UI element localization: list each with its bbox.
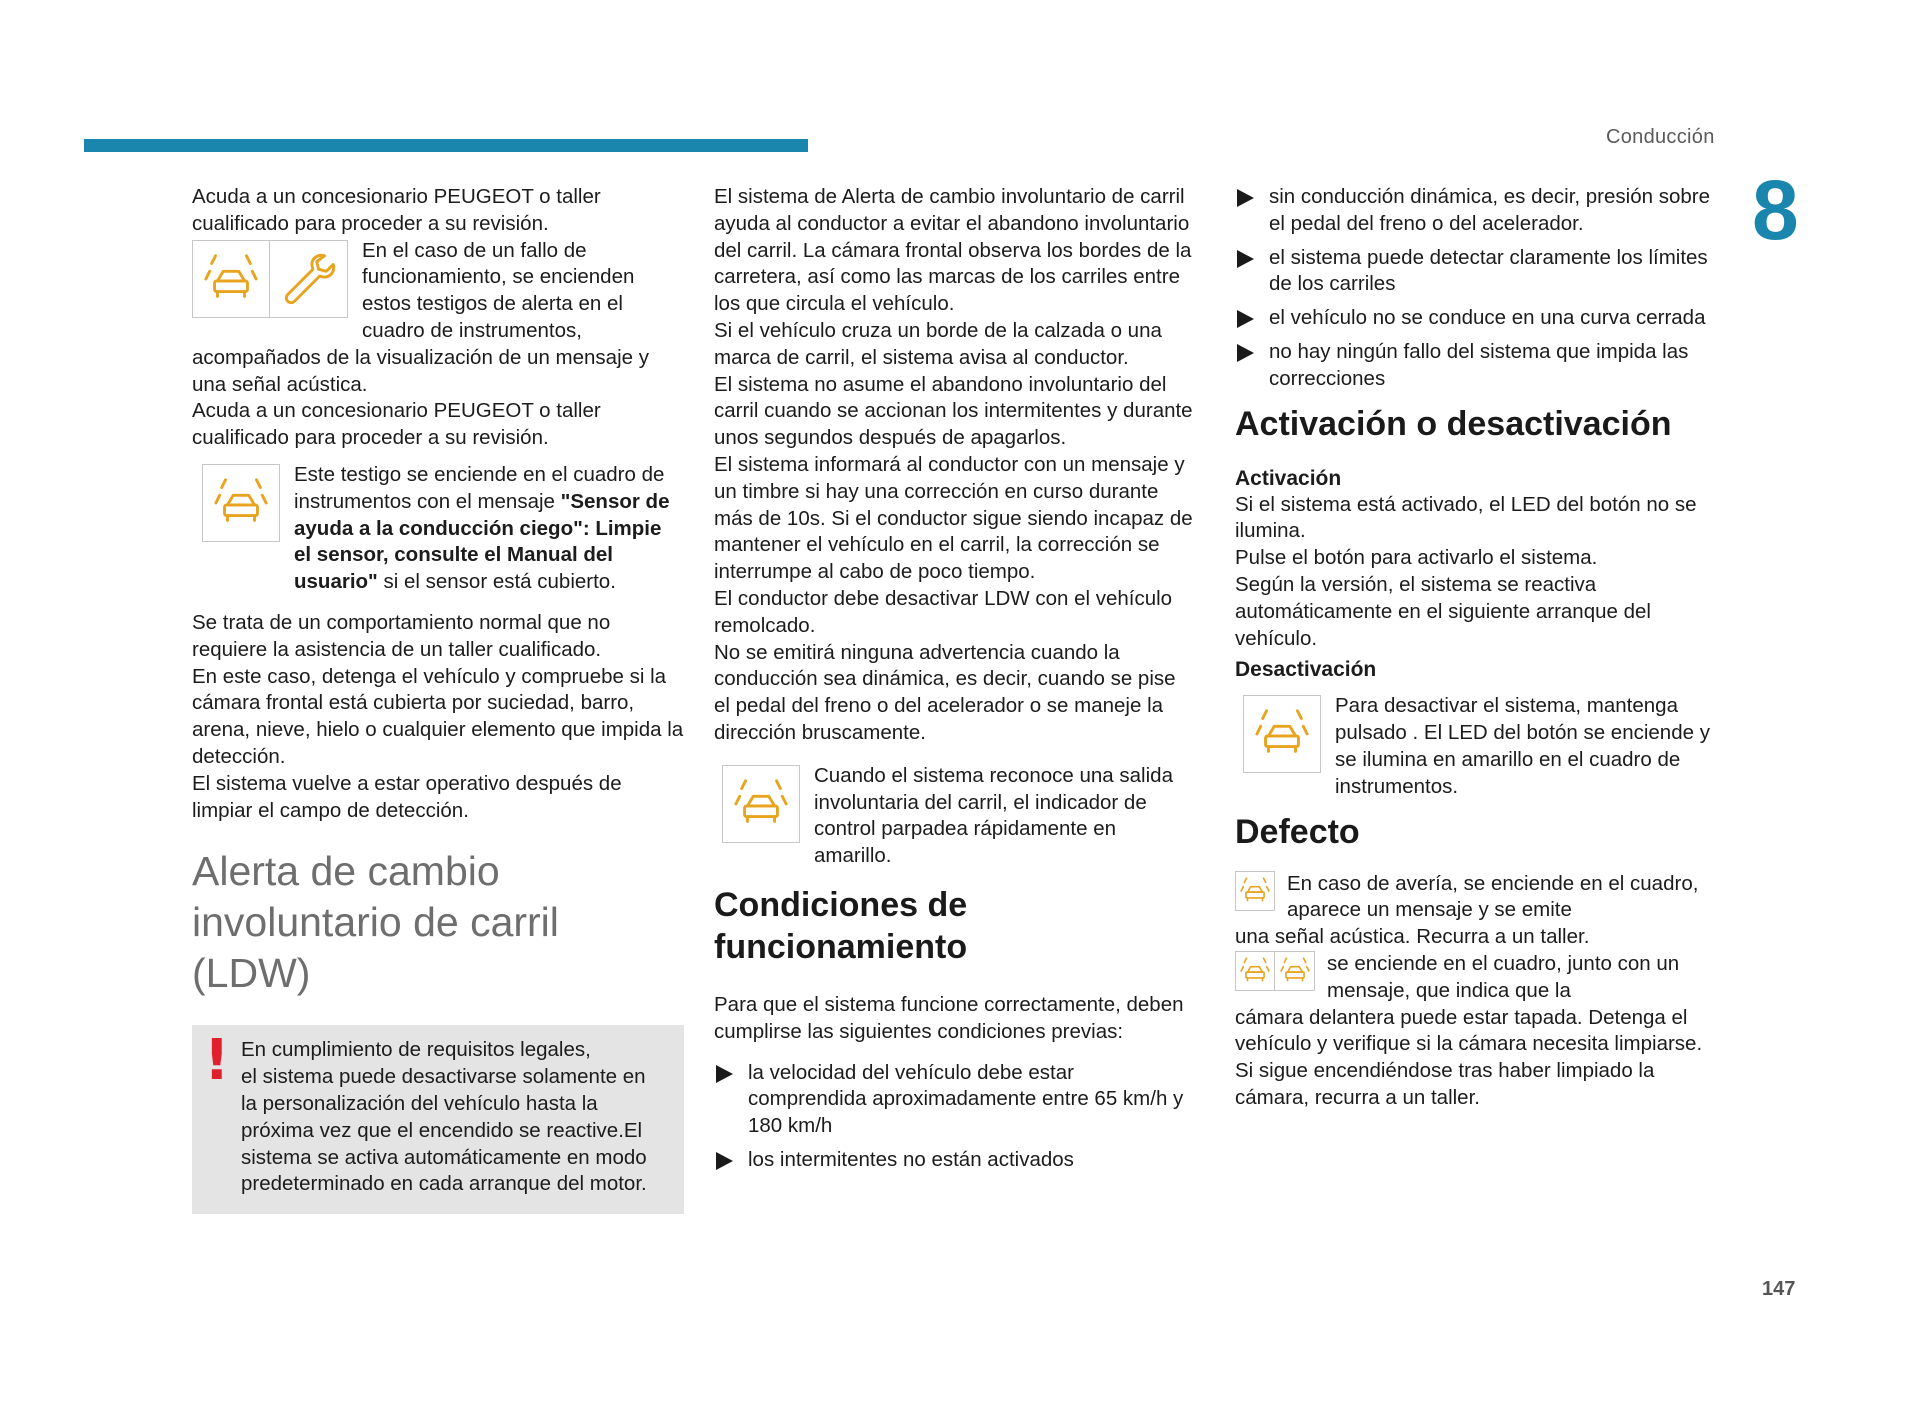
paragraph: No se emitirá ninguna advertencia cuando la conducción sea dinámica, es decir, cuando se pise el pedal del freno o del acelerador o se maneje la dirección bruscamente. bbox=[714, 640, 1176, 744]
defect-text: En caso de avería, se enciende en el cuadro, aparece un mensaje y se emite bbox=[1287, 871, 1699, 922]
paragraph: Se trata de un comportamiento normal que no requiere la asistencia de un taller cualificado. bbox=[192, 610, 611, 661]
header-accent-bar bbox=[84, 139, 808, 152]
bullet-arrow-icon bbox=[1237, 344, 1254, 362]
chapter-number: 8 bbox=[1752, 163, 1799, 257]
lane-car-icon bbox=[202, 464, 280, 542]
note-text: Cuando el sistema reconoce una salida involuntaria del carril, el indicador de control parpadea rápidamente en amarillo. bbox=[814, 763, 1173, 868]
lane-car-icon bbox=[1243, 695, 1321, 773]
bullet-arrow-icon bbox=[1237, 310, 1254, 328]
legal-warning-box bbox=[192, 1025, 684, 1214]
list-item: los intermitentes no están activados bbox=[714, 1147, 1194, 1174]
lane-car-icon bbox=[722, 765, 800, 843]
paragraph: cámara delantera puede estar tapada. Detenga el vehículo y verifique si la cámara necesita limpiarse. Si sigue encendiéndose tras haber limpiado la cámara, recurra a un taller. bbox=[1235, 1005, 1703, 1109]
column-1 bbox=[192, 184, 684, 1214]
paragraph: Si el sistema está activado, el LED del botón no se ilumina. bbox=[1235, 492, 1697, 543]
wrench-icon bbox=[270, 240, 348, 318]
paragraph: Pulse el botón para activarlo el sistema. bbox=[1235, 546, 1598, 570]
conditions-list bbox=[714, 1060, 1194, 1174]
deactivation-text: Para desactivar el sistema, mantenga pulsado . El LED del botón se enciende y se ilumina en amarillo en el cuadro de instrumentos. bbox=[1335, 694, 1710, 798]
paragraph: una señal acústica. Recurra a un taller. bbox=[1235, 925, 1590, 949]
paragraph: El conductor debe desactivar LDW con el vehículo remolcado. bbox=[714, 586, 1173, 637]
lane-car-icon bbox=[1235, 951, 1275, 991]
activation-heading: Activación o desactivación bbox=[1235, 404, 1672, 443]
paragraph: Según la versión, el sistema se reactiva automáticamente en el siguiente arranque del vehículo. bbox=[1235, 572, 1651, 650]
lane-car-icon bbox=[192, 240, 270, 318]
paragraph: El sistema no asume el abandono involuntario del carril cuando se accionan los intermitentes y durante unos segundos después de apagarlos. bbox=[714, 372, 1193, 450]
lane-car-icon bbox=[1235, 871, 1275, 911]
column-3 bbox=[1235, 184, 1715, 1112]
defect-icons bbox=[1235, 951, 1315, 991]
defect-heading: Defecto bbox=[1235, 812, 1360, 851]
paragraph: El sistema informará al conductor con un mensaje y un timbre si hay una corrección en curso durante más de 10s. Si el conductor sigue siendo incapaz de mantener el vehículo en el carril, la corrección se interrumpe al cabo de poco tiempo. bbox=[714, 452, 1193, 584]
paragraph: Para que el sistema funcione correctamente, deben cumplirse las siguientes condiciones previas: bbox=[714, 992, 1184, 1043]
defect-block-2 bbox=[1235, 951, 1715, 1005]
paragraph: En este caso, detenga el vehículo y compruebe si la cámara frontal está cubierta por suciedad, barro, arena, nieve, hielo o cualquier elemento que impida la detección. bbox=[192, 664, 684, 768]
defect-text: se enciende en el cuadro, junto con un mensaje, que indica que la bbox=[1327, 951, 1680, 1002]
conditions-heading: Condiciones de funcionamiento bbox=[714, 885, 968, 966]
bullet-arrow-icon bbox=[716, 1152, 733, 1170]
paragraph: acompañados de la visualización de un mensaje y una señal acústica. bbox=[192, 345, 649, 396]
exclamation-icon: ! bbox=[204, 1028, 230, 1094]
paragraph: Acuda a un concesionario PEUGEOT o taller cualificado para proceder a su revisión. bbox=[192, 185, 601, 235]
list-item: la velocidad del vehículo debe estar comprendida aproximadamente entre 65 km/h y 180 km/h bbox=[714, 1060, 1194, 1140]
list-item: el vehículo no se conduce en una curva cerrada bbox=[1235, 305, 1715, 332]
fault-text: En el caso de un fallo de funcionamiento, se encienden estos testigos de alerta en el cuadro de instrumentos, bbox=[362, 238, 635, 342]
fault-icons bbox=[192, 240, 348, 318]
list-item: sin conducción dinámica, es decir, presión sobre el pedal del freno o del acelerador. bbox=[1235, 184, 1715, 238]
paragraph: El sistema vuelve a estar operativo después de limpiar el campo de detección. bbox=[192, 771, 622, 822]
paragraph: El sistema de Alerta de cambio involuntario de carril ayuda al conductor a evitar el abandono involuntario del carril. La cámara frontal observa los bordes de la carretera, así como las marcas de los carriles entre los que circula el vehículo. bbox=[714, 185, 1192, 316]
fault-warning-block bbox=[192, 240, 684, 345]
list-item: el sistema puede detectar claramente los límites de los carriles bbox=[1235, 245, 1715, 299]
list-item: no hay ningún fallo del sistema que impida las correcciones bbox=[1235, 339, 1715, 393]
lane-car-icon bbox=[1275, 951, 1315, 991]
bullet-arrow-icon bbox=[1237, 250, 1254, 268]
deactivation-block bbox=[1235, 695, 1715, 800]
conditions-list-continued bbox=[1235, 184, 1715, 393]
deactivation-subheading: Desactivación bbox=[1235, 658, 1377, 682]
warning-text: el sistema puede desactivarse solamente en la personalización del vehículo hasta la próxima vez que el encendido se reactive.El sistema se activa automáticamente en modo predeterminado en cada arranque del motor. bbox=[241, 1065, 647, 1196]
sensor-text: Este testigo se enciende en el cuadro de instrumentos con el mensaje "Sensor de ayuda a la conducción ciego": Limpie el sensor, consulte el Manual del usuario" si el sensor está cubierto. bbox=[294, 462, 670, 594]
bullet-arrow-icon bbox=[716, 1065, 733, 1083]
defect-block-1 bbox=[1235, 871, 1715, 925]
paragraph: Acuda a un concesionario PEUGEOT o taller cualificado para proceder a su revisión. bbox=[192, 399, 601, 450]
section-label: Conducción bbox=[1606, 126, 1715, 148]
activation-subheading: Activación bbox=[1235, 466, 1342, 490]
sensor-warning-block bbox=[192, 464, 684, 596]
warning-text: En cumplimiento de requisitos legales, bbox=[241, 1038, 591, 1062]
lane-departure-note bbox=[714, 765, 1194, 870]
column-2 bbox=[714, 184, 1194, 1181]
page-number: 147 bbox=[1762, 1278, 1796, 1300]
bullet-arrow-icon bbox=[1237, 189, 1254, 207]
paragraph: Si el vehículo cruza un borde de la calzada o una marca de carril, el sistema avisa al conductor. bbox=[714, 318, 1162, 369]
section-title: Alerta de cambio involuntario de carril (LDW) bbox=[192, 848, 559, 997]
